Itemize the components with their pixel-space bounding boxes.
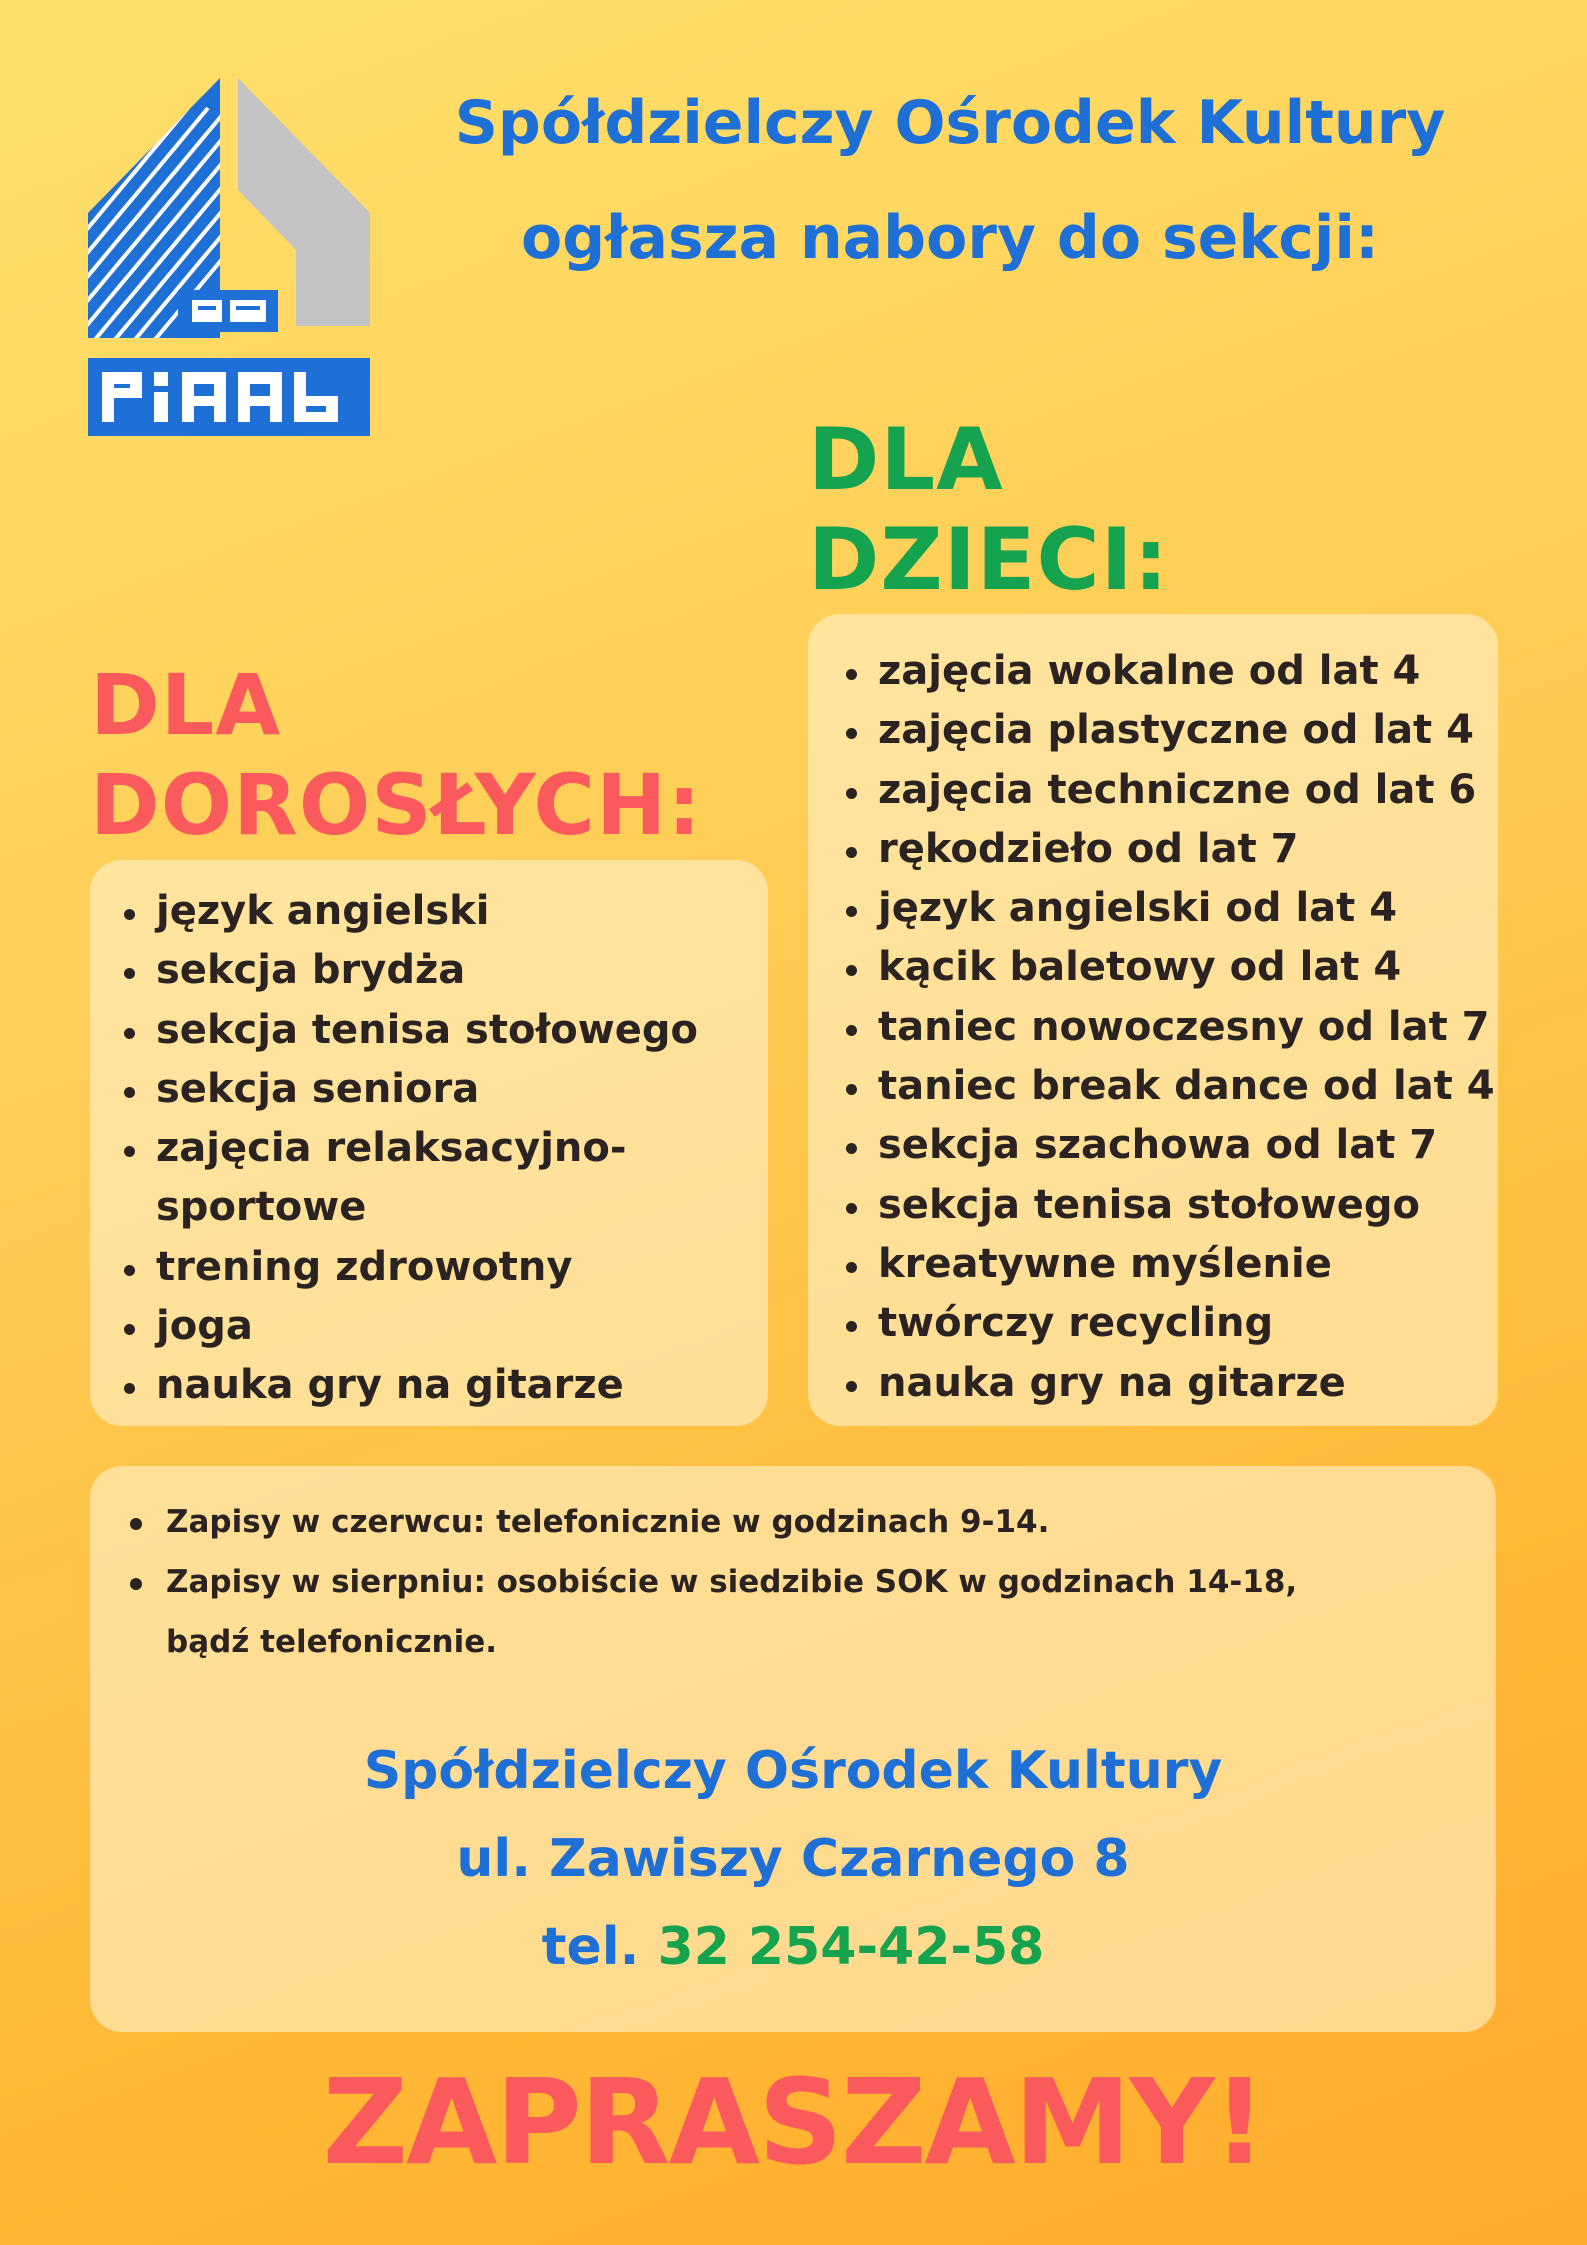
list-item: kreatywne myślenie <box>840 1235 1498 1294</box>
adults-sections-list <box>118 882 768 1416</box>
address-phone <box>90 1912 1496 1982</box>
list-item-line2: sportowe <box>156 1184 367 1231</box>
list-item-line1: zajęcia relaksacyjno- <box>156 1125 627 1172</box>
closing-invitation: ZAPRASZAMY! <box>322 2053 1265 2191</box>
kids-heading <box>808 410 1169 610</box>
list-item-line1: Zapisy w sierpniu: osobiście w siedzibie SOK w godzinach 14-18, <box>166 1564 1298 1600</box>
adults-heading-line1: DLA <box>90 656 282 754</box>
list-item: zajęcia techniczne od lat 6 <box>840 761 1498 820</box>
phone-number: 32 254-42-58 <box>657 1917 1045 1977</box>
address-name: Spółdzielczy Ośrodek Kultury <box>363 1741 1223 1801</box>
house-logo-icon <box>88 78 370 436</box>
kids-sections-list <box>840 642 1498 1413</box>
kids-sections-panel <box>808 614 1498 1426</box>
adults-heading-line2: DOROSŁYCH: <box>90 756 702 854</box>
list-item: nauka gry na gitarze <box>118 1356 768 1415</box>
list-item: sekcja tenisa stołowego <box>118 1001 768 1060</box>
list-item: nauka gry na gitarze <box>840 1354 1498 1413</box>
list-item: język angielski od lat 4 <box>840 879 1498 938</box>
list-item: Zapisy w czerwcu: telefonicznie w godzinach 9-14. <box>130 1492 1470 1552</box>
header-title-line1: Spółdzielczy Ośrodek Kultury <box>454 88 1446 158</box>
kids-heading-line1: DLA <box>808 410 1004 510</box>
list-item: sekcja seniora <box>118 1060 768 1119</box>
kids-heading-line2: DZIECI: <box>808 510 1169 610</box>
list-item: sekcja szachowa od lat 7 <box>840 1116 1498 1175</box>
enrollment-info-list <box>130 1492 1470 1672</box>
header-title-line2: ogłasza nabory do sekcji: <box>521 203 1379 273</box>
phone-label: tel. <box>541 1917 640 1977</box>
list-item <box>118 1119 768 1238</box>
list-item <box>130 1552 1470 1672</box>
list-item: joga <box>118 1297 768 1356</box>
adults-heading <box>90 655 702 855</box>
list-item: rękodzieło od lat 7 <box>840 820 1498 879</box>
list-item: taniec nowoczesny od lat 7 <box>840 998 1498 1057</box>
list-item: sekcja tenisa stołowego <box>840 1176 1498 1235</box>
list-item: twórczy recycling <box>840 1294 1498 1353</box>
list-item: sekcja brydża <box>118 941 768 1000</box>
list-item: trening zdrowotny <box>118 1238 768 1297</box>
list-item: zajęcia plastyczne od lat 4 <box>840 701 1498 760</box>
list-item: taniec break dance od lat 4 <box>840 1057 1498 1116</box>
address-street: ul. Zawiszy Czarnego 8 <box>456 1829 1130 1889</box>
list-item-line2: bądź telefonicznie. <box>166 1624 498 1660</box>
list-item: język angielski <box>118 882 768 941</box>
list-item: zajęcia wokalne od lat 4 <box>840 642 1498 701</box>
adults-sections-panel <box>90 860 768 1426</box>
enrollment-info-panel <box>90 1466 1496 2032</box>
list-item: kącik baletowy od lat 4 <box>840 938 1498 997</box>
